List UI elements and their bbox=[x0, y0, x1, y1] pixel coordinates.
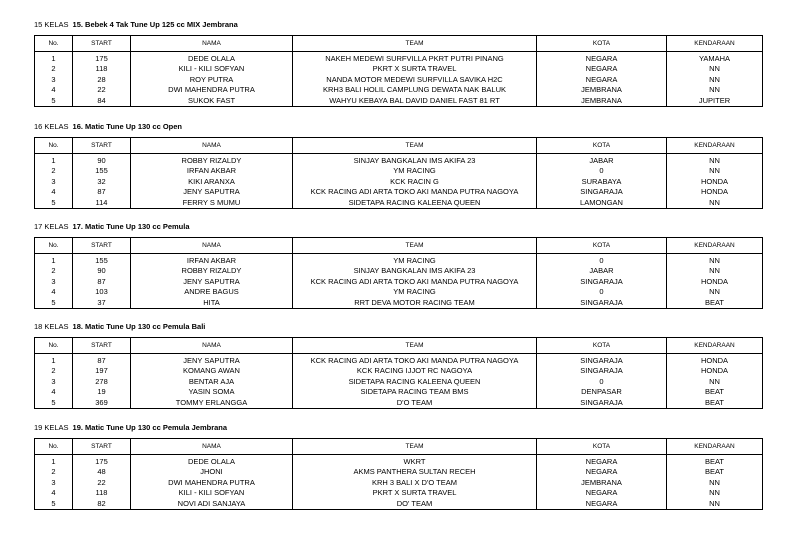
cell-kota: JEMBRANA bbox=[537, 85, 667, 96]
cell-no: 2 bbox=[35, 467, 73, 478]
table-row bbox=[35, 96, 763, 107]
cell-start: 278 bbox=[73, 377, 131, 388]
kelas-label: KELAS bbox=[44, 20, 69, 29]
cell-kota: SINGARAJA bbox=[537, 187, 667, 198]
cell-kendaraan: BEAT bbox=[667, 455, 763, 468]
cell-nama: ROBBY RIZALDY bbox=[131, 154, 293, 167]
cell-kendaraan: NN bbox=[667, 478, 763, 489]
kelas-number: 15 bbox=[34, 20, 43, 29]
kelas-heading bbox=[34, 18, 762, 32]
cell-kendaraan: BEAT bbox=[667, 387, 763, 398]
cell-no: 1 bbox=[35, 154, 73, 167]
cell-nama: DWI MAHENDRA PUTRA bbox=[131, 85, 293, 96]
cell-kendaraan: HONDA bbox=[667, 177, 763, 188]
cell-no: 3 bbox=[35, 177, 73, 188]
cell-start: 84 bbox=[73, 96, 131, 107]
cell-nama: SUKOK FAST bbox=[131, 96, 293, 107]
cell-start: 19 bbox=[73, 387, 131, 398]
kelas-heading bbox=[34, 120, 762, 134]
column-header-kendaraan: KENDARAAN bbox=[667, 36, 763, 52]
cell-kendaraan: JUPITER bbox=[667, 96, 763, 107]
kelas-section-17 bbox=[34, 220, 762, 309]
column-header-no: No. bbox=[35, 238, 73, 254]
table-header-row bbox=[35, 439, 763, 455]
column-header-start: START bbox=[73, 36, 131, 52]
cell-team: D'O TEAM bbox=[293, 398, 537, 409]
cell-kota: NEGARA bbox=[537, 488, 667, 499]
table-row bbox=[35, 499, 763, 510]
cell-kendaraan: BEAT bbox=[667, 398, 763, 409]
results-table bbox=[34, 35, 763, 107]
cell-team: DO' TEAM bbox=[293, 499, 537, 510]
cell-start: 32 bbox=[73, 177, 131, 188]
cell-start: 87 bbox=[73, 277, 131, 288]
cell-kota: NEGARA bbox=[537, 499, 667, 510]
column-header-team: TEAM bbox=[293, 439, 537, 455]
kelas-title: 19. Matic Tune Up 130 cc Pemula Jembrana bbox=[72, 423, 228, 432]
cell-kota: 0 bbox=[537, 287, 667, 298]
cell-start: 90 bbox=[73, 154, 131, 167]
cell-no: 1 bbox=[35, 354, 73, 367]
table-row bbox=[35, 467, 763, 478]
column-header-kota: KOTA bbox=[537, 36, 667, 52]
kelas-label: KELAS bbox=[44, 122, 69, 131]
results-table bbox=[34, 438, 763, 510]
cell-team: SINJAY BANGKALAN IMS AKIFA 23 bbox=[293, 266, 537, 277]
table-header-row bbox=[35, 36, 763, 52]
cell-kota: NEGARA bbox=[537, 467, 667, 478]
column-header-kendaraan: KENDARAAN bbox=[667, 138, 763, 154]
cell-kota: NEGARA bbox=[537, 75, 667, 86]
cell-team: SIDETAPA RACING TEAM BMS bbox=[293, 387, 537, 398]
table-row bbox=[35, 298, 763, 309]
cell-team: NAKEH MEDEWI SURFVILLA PKRT PUTRI PINANG bbox=[293, 52, 537, 65]
table-row bbox=[35, 366, 763, 377]
cell-start: 114 bbox=[73, 198, 131, 209]
column-header-no: No. bbox=[35, 138, 73, 154]
cell-start: 87 bbox=[73, 187, 131, 198]
kelas-section-16 bbox=[34, 120, 762, 209]
kelas-heading bbox=[34, 320, 762, 334]
column-header-no: No. bbox=[35, 36, 73, 52]
cell-kendaraan: NN bbox=[667, 377, 763, 388]
cell-nama: DEDE OLALA bbox=[131, 455, 293, 468]
column-header-nama: NAMA bbox=[131, 138, 293, 154]
kelas-section-19 bbox=[34, 421, 762, 510]
cell-kota: LAMONGAN bbox=[537, 198, 667, 209]
cell-start: 82 bbox=[73, 499, 131, 510]
cell-nama: ROBBY RIZALDY bbox=[131, 266, 293, 277]
kelas-heading bbox=[34, 421, 762, 435]
cell-start: 175 bbox=[73, 455, 131, 468]
cell-nama: JENY SAPUTRA bbox=[131, 354, 293, 367]
column-header-team: TEAM bbox=[293, 338, 537, 354]
cell-start: 22 bbox=[73, 478, 131, 489]
cell-team: KCK RACING ADI ARTA TOKO AKI MANDA PUTRA NAGOYA bbox=[293, 354, 537, 367]
cell-kota: SINGARAJA bbox=[537, 354, 667, 367]
column-header-start: START bbox=[73, 138, 131, 154]
kelas-title: 15. Bebek 4 Tak Tune Up 125 cc MIX Jembrana bbox=[72, 20, 238, 29]
table-row bbox=[35, 488, 763, 499]
cell-kendaraan: NN bbox=[667, 166, 763, 177]
cell-kendaraan: NN bbox=[667, 254, 763, 267]
cell-kendaraan: HONDA bbox=[667, 366, 763, 377]
column-header-team: TEAM bbox=[293, 138, 537, 154]
kelas-number: 16 bbox=[34, 122, 43, 131]
cell-kota: JEMBRANA bbox=[537, 478, 667, 489]
cell-no: 4 bbox=[35, 387, 73, 398]
cell-no: 1 bbox=[35, 455, 73, 468]
cell-kendaraan: NN bbox=[667, 154, 763, 167]
cell-start: 103 bbox=[73, 287, 131, 298]
column-header-kota: KOTA bbox=[537, 338, 667, 354]
cell-kota: SINGARAJA bbox=[537, 277, 667, 288]
cell-nama: ROY PUTRA bbox=[131, 75, 293, 86]
cell-kota: 0 bbox=[537, 254, 667, 267]
column-header-start: START bbox=[73, 338, 131, 354]
kelas-title: 17. Matic Tune Up 130 cc Pemula bbox=[72, 222, 190, 231]
cell-no: 5 bbox=[35, 198, 73, 209]
cell-kendaraan: BEAT bbox=[667, 298, 763, 309]
cell-nama: JENY SAPUTRA bbox=[131, 187, 293, 198]
cell-kendaraan: NN bbox=[667, 85, 763, 96]
cell-nama: FERRY S MUMU bbox=[131, 198, 293, 209]
column-header-nama: NAMA bbox=[131, 439, 293, 455]
cell-nama: KOMANG AWAN bbox=[131, 366, 293, 377]
cell-start: 48 bbox=[73, 467, 131, 478]
cell-no: 3 bbox=[35, 377, 73, 388]
cell-team: SIDETAPA RACING KALEENA QUEEN bbox=[293, 198, 537, 209]
cell-kendaraan: YAMAHA bbox=[667, 52, 763, 65]
cell-nama: IRFAN AKBAR bbox=[131, 254, 293, 267]
kelas-title: 16. Matic Tune Up 130 cc Open bbox=[72, 122, 183, 131]
cell-nama: BENTAR AJA bbox=[131, 377, 293, 388]
table-row bbox=[35, 177, 763, 188]
cell-no: 4 bbox=[35, 187, 73, 198]
cell-nama: ANDRE BAGUS bbox=[131, 287, 293, 298]
cell-no: 4 bbox=[35, 85, 73, 96]
table-row bbox=[35, 52, 763, 65]
column-header-kota: KOTA bbox=[537, 238, 667, 254]
kelas-label: KELAS bbox=[44, 423, 69, 432]
kelas-section-18 bbox=[34, 320, 762, 409]
cell-kendaraan: HONDA bbox=[667, 354, 763, 367]
cell-nama: YASIN SOMA bbox=[131, 387, 293, 398]
cell-kendaraan: NN bbox=[667, 266, 763, 277]
cell-kendaraan: NN bbox=[667, 287, 763, 298]
cell-kota: JABAR bbox=[537, 154, 667, 167]
kelas-heading bbox=[34, 220, 762, 234]
column-header-kota: KOTA bbox=[537, 439, 667, 455]
cell-team: YM RACING bbox=[293, 254, 537, 267]
cell-kota: NEGARA bbox=[537, 64, 667, 75]
cell-team: KRH3 BALI HOLIL CAMPLUNG DEWATA NAK BALUK bbox=[293, 85, 537, 96]
cell-no: 1 bbox=[35, 254, 73, 267]
kelas-number: 19 bbox=[34, 423, 43, 432]
column-header-nama: NAMA bbox=[131, 36, 293, 52]
cell-no: 2 bbox=[35, 366, 73, 377]
column-header-kendaraan: KENDARAAN bbox=[667, 238, 763, 254]
cell-no: 3 bbox=[35, 75, 73, 86]
cell-start: 118 bbox=[73, 64, 131, 75]
cell-start: 118 bbox=[73, 488, 131, 499]
cell-nama: IRFAN AKBAR bbox=[131, 166, 293, 177]
cell-start: 197 bbox=[73, 366, 131, 377]
kelas-title: 18. Matic Tune Up 130 cc Pemula Bali bbox=[72, 322, 206, 331]
cell-no: 5 bbox=[35, 298, 73, 309]
cell-kota: JEMBRANA bbox=[537, 96, 667, 107]
cell-nama: HITA bbox=[131, 298, 293, 309]
cell-kendaraan: NN bbox=[667, 75, 763, 86]
cell-kota: SINGARAJA bbox=[537, 398, 667, 409]
cell-nama: JHONI bbox=[131, 467, 293, 478]
cell-kota: DENPASAR bbox=[537, 387, 667, 398]
cell-team: SINJAY BANGKALAN IMS AKIFA 23 bbox=[293, 154, 537, 167]
cell-nama: KILI - KILI SOFYAN bbox=[131, 64, 293, 75]
cell-kota: SINGARAJA bbox=[537, 366, 667, 377]
column-header-nama: NAMA bbox=[131, 238, 293, 254]
cell-nama: JENY SAPUTRA bbox=[131, 277, 293, 288]
table-row bbox=[35, 277, 763, 288]
cell-no: 1 bbox=[35, 52, 73, 65]
cell-kendaraan: BEAT bbox=[667, 467, 763, 478]
cell-kendaraan: HONDA bbox=[667, 187, 763, 198]
kelas-label: KELAS bbox=[44, 222, 69, 231]
cell-team: KCK RACIN G bbox=[293, 177, 537, 188]
cell-nama: DEDE OLALA bbox=[131, 52, 293, 65]
cell-no: 2 bbox=[35, 266, 73, 277]
cell-team: PKRT X SURTA TRAVEL bbox=[293, 488, 537, 499]
kelas-number: 17 bbox=[34, 222, 43, 231]
cell-no: 3 bbox=[35, 277, 73, 288]
cell-kota: 0 bbox=[537, 166, 667, 177]
table-row bbox=[35, 266, 763, 277]
column-header-kendaraan: KENDARAAN bbox=[667, 338, 763, 354]
table-row bbox=[35, 387, 763, 398]
cell-team: KCK RACING ADI ARTA TOKO AKI MANDA PUTRA NAGOYA bbox=[293, 187, 537, 198]
table-row bbox=[35, 254, 763, 267]
cell-start: 90 bbox=[73, 266, 131, 277]
column-header-kota: KOTA bbox=[537, 138, 667, 154]
cell-kota: SINGARAJA bbox=[537, 298, 667, 309]
cell-no: 4 bbox=[35, 287, 73, 298]
cell-kendaraan: NN bbox=[667, 499, 763, 510]
cell-no: 4 bbox=[35, 488, 73, 499]
kelas-number: 18 bbox=[34, 322, 43, 331]
cell-no: 2 bbox=[35, 166, 73, 177]
table-row bbox=[35, 64, 763, 75]
table-header-row bbox=[35, 238, 763, 254]
cell-team: YM RACING bbox=[293, 287, 537, 298]
cell-kota: SURABAYA bbox=[537, 177, 667, 188]
cell-start: 87 bbox=[73, 354, 131, 367]
cell-start: 37 bbox=[73, 298, 131, 309]
table-row bbox=[35, 187, 763, 198]
table-row bbox=[35, 377, 763, 388]
table-row bbox=[35, 85, 763, 96]
cell-kota: JABAR bbox=[537, 266, 667, 277]
cell-team: NANDA MOTOR MEDEWI SURFVILLA SAVIKA H2C bbox=[293, 75, 537, 86]
cell-team: WAHYU KEBAYA BAL DAVID DANIEL FAST 81 RT bbox=[293, 96, 537, 107]
table-row bbox=[35, 154, 763, 167]
cell-kendaraan: NN bbox=[667, 64, 763, 75]
cell-nama: DWI MAHENDRA PUTRA bbox=[131, 478, 293, 489]
results-table bbox=[34, 137, 763, 209]
column-header-no: No. bbox=[35, 338, 73, 354]
cell-no: 5 bbox=[35, 96, 73, 107]
table-row bbox=[35, 455, 763, 468]
column-header-start: START bbox=[73, 439, 131, 455]
cell-nama: KILI - KILI SOFYAN bbox=[131, 488, 293, 499]
table-row bbox=[35, 354, 763, 367]
table-row bbox=[35, 287, 763, 298]
table-row bbox=[35, 398, 763, 409]
cell-team: SIDETAPA RACING KALEENA QUEEN bbox=[293, 377, 537, 388]
cell-start: 155 bbox=[73, 166, 131, 177]
cell-team: WKRT bbox=[293, 455, 537, 468]
table-row bbox=[35, 198, 763, 209]
cell-nama: KIKI ARANXA bbox=[131, 177, 293, 188]
table-row bbox=[35, 166, 763, 177]
cell-team: KCK RACING IJJOT RC NAGOYA bbox=[293, 366, 537, 377]
cell-kota: NEGARA bbox=[537, 455, 667, 468]
cell-no: 5 bbox=[35, 499, 73, 510]
table-header-row bbox=[35, 138, 763, 154]
cell-team: RRT DEVA MOTOR RACING TEAM bbox=[293, 298, 537, 309]
column-header-no: No. bbox=[35, 439, 73, 455]
cell-team: AKMS PANTHERA SULTAN RECEH bbox=[293, 467, 537, 478]
cell-no: 3 bbox=[35, 478, 73, 489]
cell-team: PKRT X SURTA TRAVEL bbox=[293, 64, 537, 75]
cell-team: KCK RACING ADI ARTA TOKO AKI MANDA PUTRA NAGOYA bbox=[293, 277, 537, 288]
cell-start: 175 bbox=[73, 52, 131, 65]
cell-start: 369 bbox=[73, 398, 131, 409]
cell-nama: NOVI ADI SANJAYA bbox=[131, 499, 293, 510]
cell-no: 2 bbox=[35, 64, 73, 75]
column-header-kendaraan: KENDARAAN bbox=[667, 439, 763, 455]
cell-start: 22 bbox=[73, 85, 131, 96]
cell-kendaraan: HONDA bbox=[667, 277, 763, 288]
column-header-start: START bbox=[73, 238, 131, 254]
table-header-row bbox=[35, 338, 763, 354]
table-row bbox=[35, 478, 763, 489]
cell-kota: NEGARA bbox=[537, 52, 667, 65]
kelas-section-15 bbox=[34, 18, 762, 107]
results-table bbox=[34, 237, 763, 309]
cell-kendaraan: NN bbox=[667, 198, 763, 209]
cell-kota: 0 bbox=[537, 377, 667, 388]
cell-nama: TOMMY ERLANGGA bbox=[131, 398, 293, 409]
cell-no: 5 bbox=[35, 398, 73, 409]
column-header-team: TEAM bbox=[293, 36, 537, 52]
cell-kendaraan: NN bbox=[667, 488, 763, 499]
column-header-team: TEAM bbox=[293, 238, 537, 254]
table-row bbox=[35, 75, 763, 86]
column-header-nama: NAMA bbox=[131, 338, 293, 354]
cell-team: KRH 3 BALI X D'O TEAM bbox=[293, 478, 537, 489]
cell-team: YM RACING bbox=[293, 166, 537, 177]
kelas-label: KELAS bbox=[44, 322, 69, 331]
cell-start: 28 bbox=[73, 75, 131, 86]
cell-start: 155 bbox=[73, 254, 131, 267]
results-table bbox=[34, 337, 763, 409]
